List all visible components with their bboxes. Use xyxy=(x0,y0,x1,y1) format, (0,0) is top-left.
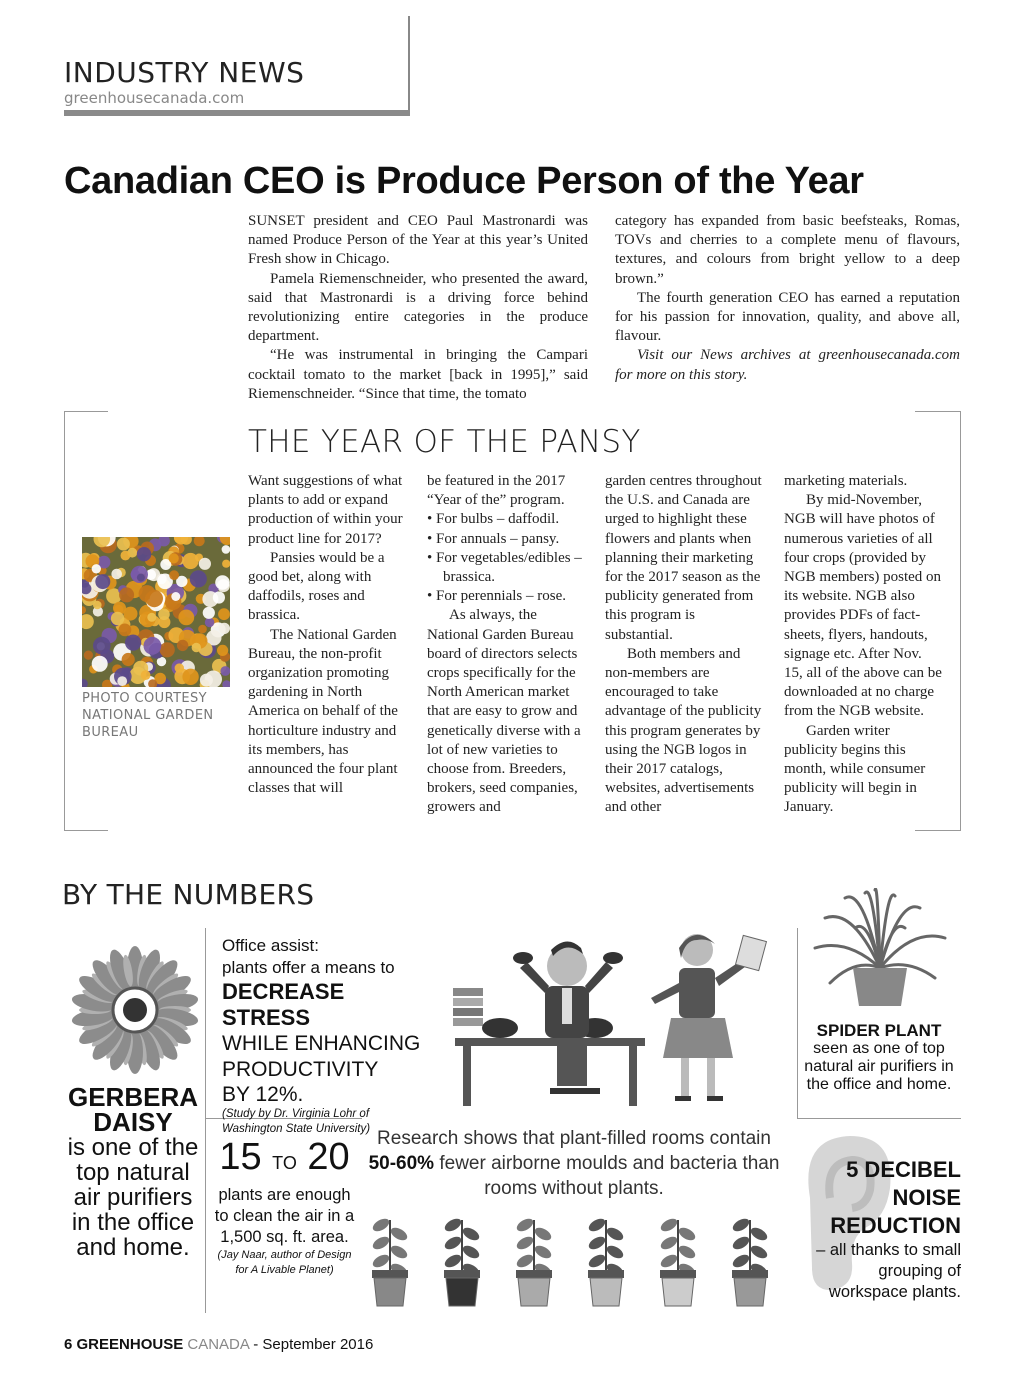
paragraph: Pansies would be a good bet, along with daffodils, roses and brassica. xyxy=(248,549,385,624)
paragraph: “He was instrumental in bringing the Campari cocktail tomato to the market [back in 1995],” said Riemenschneider. “Since that time, the tomato xyxy=(248,347,588,402)
noise-reduction-text: – all thanks to small grouping of workspace plants. xyxy=(816,1241,961,1301)
gerbera-name: GERBERA DAISY xyxy=(67,1082,198,1137)
research-block xyxy=(368,1126,780,1201)
paragraph: The fourth generation CEO has earned a reputation for his passion for innovation, quality, and above all, flavour. xyxy=(615,289,960,345)
paragraph: be featured in the 2017 “Year of the” program. xyxy=(427,473,566,509)
research-figure: 50-60% xyxy=(368,1153,435,1174)
pansy-column-4 xyxy=(784,472,944,818)
office-line: BY 12%. xyxy=(222,1083,304,1106)
pansy-column-2 xyxy=(427,472,587,818)
plants-count-block xyxy=(212,1135,357,1278)
divider xyxy=(797,928,798,1118)
pansy-column-3 xyxy=(605,472,765,818)
paragraph: marketing materials. xyxy=(784,473,908,489)
pansy-column-1 xyxy=(248,472,408,798)
noise-reduction-title: 5 DECIBEL NOISE REDUCTION xyxy=(830,1157,961,1238)
frame-corner xyxy=(915,411,961,412)
frame-left xyxy=(64,411,65,831)
list-item: • For perennials – rose. xyxy=(427,588,566,605)
plants-from: 15 xyxy=(219,1136,262,1178)
magazine-name: GREENHOUSE xyxy=(76,1336,184,1353)
office-assist-block xyxy=(222,935,432,1137)
paragraph: Both members and non-members are encouraged to take advantage of the publicity this program generates by using the NGB logos in their 2017 catalogs, websites, advertisements and other xyxy=(605,645,762,816)
gerbera-block xyxy=(62,1082,204,1261)
research-text: fewer airborne moulds and bacteria than rooms without plants. xyxy=(439,1153,780,1199)
plants-text: plants are enough to clean the air in a 1,500 sq. ft. area. xyxy=(214,1186,355,1246)
plants-count xyxy=(212,1135,357,1185)
section-title: INDUSTRY NEWS xyxy=(64,56,305,89)
list-item: • For bulbs – daffodil. xyxy=(427,511,560,528)
potted-plants-row xyxy=(365,1200,785,1315)
frame-corner xyxy=(64,411,108,412)
office-line: WHILE ENHANCING xyxy=(222,1032,421,1055)
paragraph: As always, the National Garden Bureau board of directors selects crops specifically for the North American market that are easy to grow and genetically diverse with a lot of new varieties to choose from. Breeders, brokers, seed companies, growers and xyxy=(427,607,581,816)
plant-class-list xyxy=(427,510,587,606)
office-line: Office assist: xyxy=(222,936,319,955)
paragraph: category has expanded from basic beefsteaks, Romas, TOVs and cherries to a complete menu of flavours, textures, and colours from bright yellow to a deep brown.” xyxy=(615,213,960,287)
office-line: PRODUCTIVITY xyxy=(222,1058,379,1081)
office-highlight: DECREASE STRESS xyxy=(222,979,345,1030)
plants-citation: (Jay Naar, author of Design for A Livable Planet) xyxy=(217,1249,352,1276)
paragraph: garden centres throughout the U.S. and Canada are urged to highlight these flowers and plants when planning their marketing for the 2017 season as the publicity generated from this program is substantial. xyxy=(605,473,762,643)
divider xyxy=(797,1118,961,1119)
pansy-photo xyxy=(82,537,230,687)
spider-plant-text: seen as one of top natural air purifiers in the office and home. xyxy=(804,1040,954,1093)
divider xyxy=(205,928,206,1313)
issue-date: - September 2016 xyxy=(253,1336,374,1353)
paragraph: By mid-November, NGB will have photos of numerous varieties of all four crops (provided by NGB members) posted on its website. NGB also provides PDFs of fact-sheets, flyers, handouts, signage etc. After Nov. 15, all of the above can be downloaded at no charge from the NGB website. xyxy=(784,492,942,720)
paragraph: The National Garden Bureau, the non-profit organization promoting gardening in North America on behalf of the horticulture industry and its members, has announced the four plant classes that will xyxy=(248,626,398,797)
article-headline: Canadian CEO is Produce Person of the Year xyxy=(64,160,864,202)
gerbera-daisy-icon xyxy=(70,945,200,1080)
list-item: • For annuals – pansy. xyxy=(427,530,560,547)
plants-to: 20 xyxy=(307,1136,350,1178)
office-line: plants offer a means to xyxy=(222,958,395,977)
photo-credit: PHOTO COURTESY NATIONAL GARDEN BUREAU xyxy=(82,691,214,740)
office-citation: (Study by Dr. Virginia Lohr of Washington State University) xyxy=(222,1108,371,1135)
by-the-numbers-title: BY THE NUMBERS xyxy=(62,878,315,911)
archive-note: Visit our News archives at greenhousecanada.com for more on this story. xyxy=(615,347,960,383)
list-item: • For vegetables/edibles – brassica. xyxy=(427,549,582,586)
frame-corner xyxy=(64,830,108,831)
frame-corner xyxy=(915,830,961,831)
header-underline xyxy=(64,110,410,116)
magazine-name-light: CANADA xyxy=(187,1336,250,1353)
frame-right xyxy=(960,411,961,831)
article-column-2 xyxy=(615,212,960,385)
spider-plant-block xyxy=(800,1021,958,1094)
office-workers-illustration xyxy=(445,928,785,1118)
paragraph: Pamela Riemenschneider, who presented the award, said that Mastronardi is a driving force behind revolutionizing entire categories in the produce department. xyxy=(248,270,588,345)
research-text: Research shows that plant-filled rooms contain xyxy=(377,1128,771,1149)
gerbera-text: is one of the top natural air purifiers in the office and home. xyxy=(67,1134,199,1261)
pansy-title: THE YEAR OF THE PANSY xyxy=(248,424,641,460)
header-divider xyxy=(408,16,410,114)
paragraph: SUNSET president and CEO Paul Mastronardi was named Produce Person of the Year at this year’s United Fresh show in Chicago. xyxy=(248,213,588,268)
spider-plant-icon xyxy=(805,888,955,1023)
noise-reduction-block xyxy=(800,1156,961,1303)
page-number: 6 xyxy=(64,1336,73,1353)
paragraph: Want suggestions of what plants to add or expand production of within your product line for 2017? xyxy=(248,473,403,547)
plants-to-word: TO xyxy=(272,1153,297,1173)
page-footer xyxy=(64,1336,373,1353)
article-column-1 xyxy=(248,212,588,404)
site-url: greenhousecanada.com xyxy=(64,89,245,107)
paragraph: Garden writer publicity begins this month, while consumer publicity will begin in January. xyxy=(784,722,926,816)
spider-plant-name: SPIDER PLANT xyxy=(816,1021,942,1040)
